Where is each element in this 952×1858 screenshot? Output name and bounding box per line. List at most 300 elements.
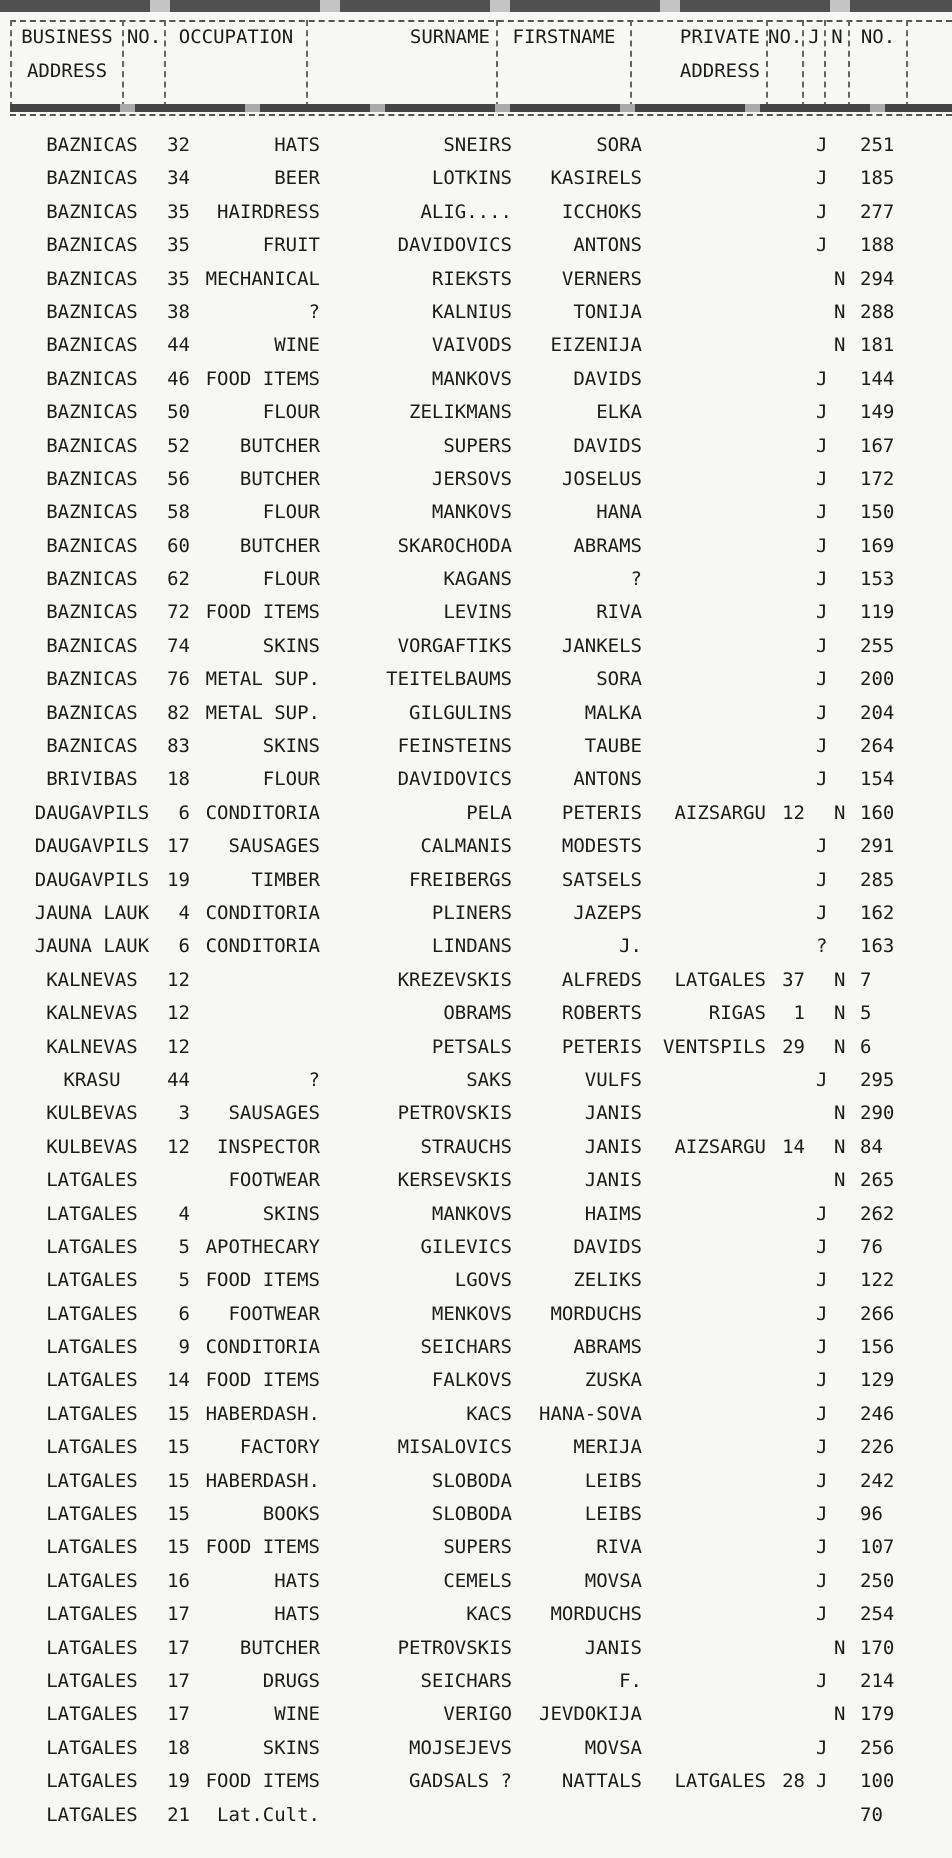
cell-private-no: 1 [793,1002,805,1025]
cell-firstname: TAUBE [584,735,642,758]
cell-jn-flag: J [816,1770,828,1793]
cell-id-no: 250 [860,1569,895,1592]
cell-occupation: CONDITORIA [205,935,320,958]
cell-surname: VERIGO [443,1703,512,1726]
table-row [0,228,952,261]
cell-business-address: BAZNICAS [46,735,138,758]
cell-firstname: PETERIS [561,1035,642,1058]
cell-jn-flag: J [816,1402,828,1425]
cell-id-no: 246 [860,1402,895,1425]
cell-firstname: MOVSA [584,1736,642,1759]
cell-no: 34 [167,167,190,190]
cell-no: 6 [178,801,190,824]
cell-firstname: DAVIDS [573,1235,642,1258]
cell-jn-flag: J [816,768,828,791]
cell-id-no: 285 [860,868,895,891]
cell-private-address: RIGAS [708,1002,766,1025]
cell-occupation: BUTCHER [239,434,320,457]
cell-no: 5 [178,1235,190,1258]
table-row [0,863,952,896]
table-row [0,1597,952,1630]
table-row [0,295,952,328]
cell-jn-flag: J [816,735,828,758]
table-row [0,1030,952,1063]
cell-occupation: METAL SUP. [205,701,320,724]
cell-firstname: J. [619,935,642,958]
header-j: J [802,20,824,108]
cell-business-address: LATGALES [46,1770,138,1793]
cell-business-address: BRIVIBAS [46,768,138,791]
table-row [0,1163,952,1196]
cell-jn-flag: J [816,501,828,524]
cell-jn-flag: J [816,835,828,858]
table-row [0,929,952,962]
cell-id-no: 277 [860,200,895,223]
cell-occupation: FOOTWEAR [228,1169,320,1192]
cell-business-address: BAZNICAS [46,467,138,490]
cell-occupation: FOOD ITEMS [205,1536,320,1559]
cell-business-address: DAUGAVPILS [34,868,150,891]
cell-occupation: HABERDASH. [205,1469,320,1492]
cell-jn-flag: J [816,1536,828,1559]
cell-private-no: 29 [782,1035,805,1058]
cell-firstname: JEVDOKIJA [539,1703,642,1726]
table-row [0,1731,952,1764]
cell-surname: STRAUCHS [420,1135,512,1158]
cell-surname: LGOVS [454,1269,512,1292]
cell-no: 17 [167,835,190,858]
cell-id-no: 154 [860,768,895,791]
cell-jn-flag: N [834,1135,846,1158]
cell-private-address: LATGALES [674,968,766,991]
cell-no: 74 [167,634,190,657]
cell-firstname: ABRAMS [573,1336,642,1359]
cell-surname: SAKS [466,1068,512,1091]
cell-id-no: 163 [860,935,895,958]
table-row [0,696,952,729]
cell-surname: MANKOVS [431,367,512,390]
cell-business-address: LATGALES [46,1669,138,1692]
cell-jn-flag: J [816,568,828,591]
cell-surname: GILGULINS [409,701,512,724]
cell-firstname: JAZEPS [573,901,642,924]
cell-no: 62 [167,568,190,591]
cell-no: 14 [167,1369,190,1392]
cell-no: 15 [167,1436,190,1459]
cell-firstname: EIZENIJA [550,334,642,357]
cell-id-no: 122 [860,1269,895,1292]
cell-business-address: LATGALES [46,1703,138,1726]
cell-surname: PELA [466,801,512,824]
cell-no: 38 [167,300,190,323]
cell-occupation: FOOD ITEMS [205,601,320,624]
cell-jn-flag: J [816,1669,828,1692]
cell-firstname: KASIRELS [550,167,642,190]
cell-no: 6 [178,935,190,958]
cell-no: 17 [167,1669,190,1692]
cell-firstname: ABRAMS [573,534,642,557]
cell-occupation: FOOTWEAR [228,1302,320,1325]
cell-jn-flag: N [834,1102,846,1125]
table-row [0,629,952,662]
cell-id-no: 200 [860,668,895,691]
cell-occupation: CONDITORIA [205,801,320,824]
cell-occupation: FOOD ITEMS [205,1770,320,1793]
cell-jn-flag: J [816,534,828,557]
cell-no: 18 [167,1736,190,1759]
table-row [0,1464,952,1497]
cell-occupation: FLOUR [262,768,320,791]
cell-id-no: 242 [860,1469,895,1492]
table-row [0,1363,952,1396]
cell-id-no: 288 [860,300,895,323]
cell-jn-flag: N [834,1002,846,1025]
cell-no: 17 [167,1636,190,1659]
cell-business-address: KULBEVAS [46,1102,138,1125]
cell-id-no: 170 [860,1636,895,1659]
cell-surname: CEMELS [443,1569,512,1592]
cell-no: 15 [167,1503,190,1526]
cell-id-no: 162 [860,901,895,924]
cell-no: 19 [167,1770,190,1793]
header-id-no: NO. [848,20,908,108]
cell-jn-flag: N [834,968,846,991]
cell-firstname: ZELIKS [573,1269,642,1292]
header-surname: SURNAME [306,20,496,108]
table-row [0,1564,952,1597]
cell-firstname: RIVA [596,1536,642,1559]
cell-private-address: VENTSPILS [663,1035,766,1058]
cell-firstname: SATSELS [561,868,642,891]
cell-surname: SUPERS [443,1536,512,1559]
cell-id-no: 153 [860,568,895,591]
cell-business-address: LATGALES [46,1503,138,1526]
cell-business-address: KALNEVAS [46,968,138,991]
cell-occupation: BUTCHER [239,534,320,557]
cell-occupation: SAUSAGES [228,835,320,858]
cell-business-address: BAZNICAS [46,534,138,557]
cell-no: 44 [167,1068,190,1091]
cell-surname: SEICHARS [420,1336,512,1359]
cell-occupation: HAIRDRESS [217,200,320,223]
cell-id-no: 226 [860,1436,895,1459]
table-row [0,1530,952,1563]
table-row [0,896,952,929]
cell-jn-flag: J [816,434,828,457]
cell-firstname: ALFREDS [561,968,642,991]
cell-occupation: BEER [274,167,320,190]
table-row [0,462,952,495]
cell-surname: MISALOVICS [397,1436,512,1459]
cell-jn-flag: J [816,1269,828,1292]
cell-surname: KERSEVSKIS [397,1169,512,1192]
cell-occupation: CONDITORIA [205,901,320,924]
table-row [0,595,952,628]
cell-firstname: MORDUCHS [550,1302,642,1325]
cell-business-address: LATGALES [46,1402,138,1425]
cell-firstname: ANTONS [573,768,642,791]
table-row [0,829,952,862]
cell-id-no: 129 [860,1369,895,1392]
cell-business-address: BAZNICAS [46,300,138,323]
cell-jn-flag: J [816,134,828,156]
cell-jn-flag: J [816,1736,828,1759]
cell-no: 82 [167,701,190,724]
table-row [0,1096,952,1129]
cell-business-address: BAZNICAS [46,401,138,424]
cell-jn-flag: J [816,1302,828,1325]
cell-id-no: 179 [860,1703,895,1726]
cell-business-address: KULBEVAS [46,1135,138,1158]
cell-id-no: 181 [860,334,895,357]
cell-no: 9 [178,1336,190,1359]
cell-id-no: 5 [860,1002,872,1025]
cell-jn-flag: J [816,901,828,924]
table-row [0,1631,952,1664]
cell-occupation: FLOUR [262,401,320,424]
cell-firstname: MORDUCHS [550,1603,642,1626]
cell-surname: FEINSTEINS [397,735,512,758]
cell-occupation: APOTHECARY [205,1235,320,1258]
table-row [0,161,952,194]
table-row [0,1130,952,1163]
cell-jn-flag: J [816,1369,828,1392]
cell-business-address: LATGALES [46,1369,138,1392]
header-private-no: NO. [766,20,802,108]
cell-id-no: 251 [860,134,895,156]
cell-business-address: LATGALES [46,1336,138,1359]
cell-id-no: 96 [860,1503,883,1526]
cell-id-no: 291 [860,835,895,858]
cell-surname: LOTKINS [431,167,512,190]
cell-id-no: 266 [860,1302,895,1325]
cell-no: 76 [167,668,190,691]
cell-jn-flag: J [816,367,828,390]
table-row [0,195,952,228]
cell-surname: SKAROCHODA [397,534,512,557]
cell-jn-flag: J [816,1202,828,1225]
cell-business-address: BAZNICAS [46,668,138,691]
cell-business-address: LATGALES [46,1235,138,1258]
cell-jn-flag: J [816,167,828,190]
cell-id-no: 172 [860,467,895,490]
table-row [0,762,952,795]
cell-id-no: 290 [860,1102,895,1125]
cell-id-no: 144 [860,367,895,390]
cell-id-no: 100 [860,1770,895,1793]
cell-surname: PETSALS [431,1035,512,1058]
cell-business-address: LATGALES [46,1169,138,1192]
header-business-address: BUSINESS ADDRESS [10,20,122,108]
cell-firstname: HANA [596,501,642,524]
cell-jn-flag: N [834,1035,846,1058]
table-row [0,662,952,695]
table-row [0,1263,952,1296]
cell-business-address: BAZNICAS [46,501,138,524]
cell-business-address: LATGALES [46,1302,138,1325]
cell-firstname: VULFS [584,1068,642,1091]
cell-firstname: F. [619,1669,642,1692]
cell-jn-flag: J [816,1436,828,1459]
cell-surname: DAVIDOVICS [397,768,512,791]
cell-id-no: 7 [860,968,872,991]
cell-firstname: PETERIS [561,801,642,824]
cell-business-address: BAZNICAS [46,568,138,591]
table-row [0,429,952,462]
cell-firstname: DAVIDS [573,367,642,390]
cell-no: 18 [167,768,190,791]
cell-surname: CALMANIS [420,835,512,858]
cell-firstname: JANIS [584,1135,642,1158]
cell-firstname: RIVA [596,601,642,624]
cell-private-no: 14 [782,1135,805,1158]
table-row [0,1330,952,1363]
cell-firstname: SORA [596,668,642,691]
cell-surname: KACS [466,1603,512,1626]
cell-no: 60 [167,534,190,557]
cell-jn-flag: ? [816,935,828,958]
cell-id-no: 149 [860,401,895,424]
cell-id-no: 167 [860,434,895,457]
cell-jn-flag: J [816,467,828,490]
cell-business-address: LATGALES [46,1569,138,1592]
cell-no: 44 [167,334,190,357]
cell-private-no: 28 [782,1770,805,1793]
cell-firstname: LEIBS [584,1469,642,1492]
cell-id-no: 160 [860,801,895,824]
cell-surname: LEVINS [443,601,512,624]
table-row [0,328,952,361]
cell-business-address: BAZNICAS [46,634,138,657]
cell-firstname: JANIS [584,1636,642,1659]
cell-business-address: KRASU [63,1068,121,1091]
cell-no: 52 [167,434,190,457]
cell-surname: KACS [466,1402,512,1425]
cell-surname: DAVIDOVICS [397,234,512,257]
cell-business-address: BAZNICAS [46,267,138,290]
cell-id-no: 185 [860,167,895,190]
cell-surname: KREZEVSKIS [397,968,512,991]
cell-business-address: LATGALES [46,1603,138,1626]
cell-no: 16 [167,1569,190,1592]
cell-surname: FREIBERGS [409,868,512,891]
cell-surname: KAGANS [443,568,512,591]
cell-business-address: BAZNICAS [46,167,138,190]
cell-business-address: LATGALES [46,1636,138,1659]
cell-business-address: BAZNICAS [46,334,138,357]
cell-surname: PETROVSKIS [397,1636,512,1659]
header-occupation: OCCUPATION [164,20,306,108]
cell-jn-flag: J [816,1068,828,1091]
cell-jn-flag: J [816,1569,828,1592]
table-row [0,1397,952,1430]
cell-surname: SEICHARS [420,1669,512,1692]
cell-occupation: FRUIT [262,234,320,257]
cell-business-address: LATGALES [46,1269,138,1292]
cell-jn-flag: N [834,1169,846,1192]
cell-no: 12 [167,1002,190,1025]
cell-surname: ZELIKMANS [409,401,512,424]
cell-firstname: MODESTS [561,835,642,858]
cell-occupation: INSPECTOR [217,1135,320,1158]
cell-id-no: 256 [860,1736,895,1759]
cell-firstname: ZUSKA [584,1369,642,1392]
cell-occupation: WINE [274,334,320,357]
cell-id-no: 107 [860,1536,895,1559]
cell-firstname: MOVSA [584,1569,642,1592]
cell-firstname: JANKELS [561,634,642,657]
cell-occupation: MECHANICAL [205,267,320,290]
cell-surname: MENKOVS [431,1302,512,1325]
cell-firstname: ELKA [596,401,642,424]
table-row [0,128,952,161]
cell-business-address: BAZNICAS [46,134,138,156]
cell-no: 72 [167,601,190,624]
cell-jn-flag: N [834,801,846,824]
cell-business-address: LATGALES [46,1202,138,1225]
cell-no: 15 [167,1536,190,1559]
cell-jn-flag: J [816,868,828,891]
top-print-bar [0,0,952,12]
table-row [0,1798,952,1831]
cell-id-no: 156 [860,1336,895,1359]
cell-no: 58 [167,501,190,524]
header-rule [10,104,952,112]
cell-jn-flag: N [834,334,846,357]
cell-business-address: LATGALES [46,1736,138,1759]
cell-business-address: BAZNICAS [46,701,138,724]
cell-no: 6 [178,1302,190,1325]
cell-id-no: 295 [860,1068,895,1091]
cell-surname: OBRAMS [443,1002,512,1025]
cell-business-address: LATGALES [46,1469,138,1492]
cell-surname: ALIG.... [420,200,512,223]
cell-private-no: 12 [782,801,805,824]
table-row [0,1430,952,1463]
cell-id-no: 204 [860,701,895,724]
cell-jn-flag: J [816,701,828,724]
table-row [0,562,952,595]
cell-private-address: LATGALES [674,1770,766,1793]
cell-no: 5 [178,1269,190,1292]
cell-id-no: 119 [860,601,895,624]
cell-surname: GILEVICS [420,1235,512,1258]
table-row [0,1497,952,1530]
cell-occupation: SAUSAGES [228,1102,320,1125]
cell-id-no: 6 [860,1035,872,1058]
cell-no: 4 [178,901,190,924]
cell-jn-flag: J [816,1469,828,1492]
cell-occupation: FOOD ITEMS [205,1269,320,1292]
table-row [0,796,952,829]
cell-occupation: METAL SUP. [205,668,320,691]
cell-id-no: 76 [860,1235,883,1258]
cell-id-no: 169 [860,534,895,557]
cell-surname: MANKOVS [431,1202,512,1225]
cell-jn-flag: J [816,668,828,691]
cell-id-no: 188 [860,234,895,257]
cell-occupation: SKINS [262,634,320,657]
cell-no: 19 [167,868,190,891]
cell-private-address: AIZSARGU [674,1135,766,1158]
cell-jn-flag: J [816,601,828,624]
cell-jn-flag: J [816,200,828,223]
cell-no: 32 [167,134,190,156]
table-row [0,963,952,996]
cell-no: 15 [167,1402,190,1425]
cell-occupation: HATS [274,1569,320,1592]
cell-no: 17 [167,1703,190,1726]
